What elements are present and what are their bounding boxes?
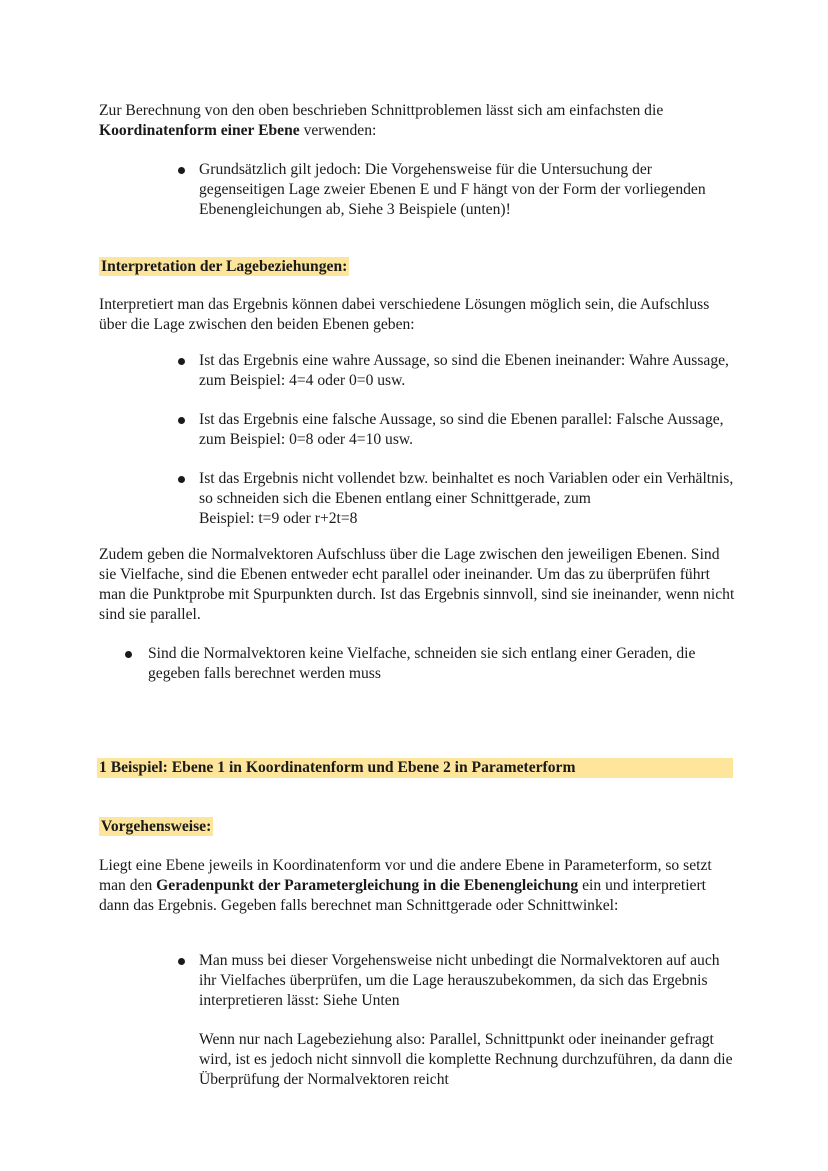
intro-text: Zur Berechnung von den oben beschrieben Schnittproblemen lässt sich am einfachsten die xyxy=(99,102,664,119)
procedure-bullet: Man muss bei dieser Vorgehensweise nicht unbedingt die Normalvektoren auf auch ihr Vielfaches überprüfen, um die Lage herauszubekommen, da sich das Ergebnis interpretieren lässt: Siehe Unten xyxy=(199,952,720,1009)
procedure-heading xyxy=(99,817,213,837)
procedure-bold-term: Geradenpunkt der Parametergleichung in die Ebenengleichung xyxy=(156,877,579,894)
example1-heading: 1 Beispiel: Ebene 1 in Koordinatenform und Ebene 2 in Parameterform xyxy=(97,758,733,778)
procedure-paragraph xyxy=(99,856,729,916)
procedure-heading-text: Vorgehensweise: xyxy=(101,818,212,835)
bullet-icon xyxy=(178,476,185,483)
bullet-icon xyxy=(178,358,185,365)
bullet-icon xyxy=(178,958,185,965)
bullet-icon xyxy=(125,651,132,658)
interpretation-bullet-true: Ist das Ergebnis eine wahre Aussage, so sind die Ebenen ineinander: Wahre Aussage, zum Beispiel: 4=4 oder 0=0 usw. xyxy=(199,352,729,389)
intersect-text: Ist das Ergebnis nicht vollendet bzw. beinhaltet es noch Variablen oder ein Verhältnis, so schneiden sich die Ebenen entlang einer Schnittgerade, zum xyxy=(199,470,734,507)
intro-text-end: verwenden: xyxy=(299,122,377,139)
intro-bullet: Grundsätzlich gilt jedoch: Die Vorgehensweise für die Untersuchung der gegenseitigen Lage zweier Ebenen E und F hängt von der Form der vorliegenden Ebenengleichungen ab, Siehe 3 Beispiele (unten)! xyxy=(199,161,706,218)
intro-bold-term: Koordinatenform einer Ebene xyxy=(99,122,300,139)
interpretation-paragraph: Interpretiert man das Ergebnis können dabei verschiedene Lösungen möglich sein, die Aufschluss über die Lage zwischen den beiden Ebenen geben: xyxy=(99,296,710,333)
bullet-icon xyxy=(178,417,185,424)
procedure-text: Liegt eine Ebene jeweils in Koordinatenform vor und die andere Ebene in Parameterform, so setzt man den xyxy=(99,857,712,894)
procedure-text-end: ein und interpretiert dann das Ergebnis. Gegeben falls berechnet man Schnittgerade oder Schnittwinkel: xyxy=(99,877,706,914)
procedure-note: Wenn nur nach Lagebeziehung also: Parallel, Schnittpunkt oder ineinander gefragt wird, ist es jedoch nicht sinnvoll die komplette Rechnung durchzuführen, da dann die Überprüfung der Normalvektoren reicht xyxy=(199,1031,733,1088)
interpretation-heading xyxy=(99,257,349,277)
normal-vectors-bullet: Sind die Normalvektoren keine Vielfache, schneiden sie sich entlang einer Geraden, die gegeben falls berechnet werden muss xyxy=(148,645,696,682)
interpretation-bullet-intersect xyxy=(199,469,739,529)
intersect-example: Beispiel: t=9 oder r+2t=8 xyxy=(199,510,358,527)
bullet-icon xyxy=(178,167,185,174)
intro-paragraph xyxy=(99,101,739,141)
interpretation-bullet-false: Ist das Ergebnis eine falsche Aussage, so sind die Ebenen parallel: Falsche Aussage, zum Beispiel: 0=8 oder 4=10 usw. xyxy=(199,411,724,448)
normal-vectors-paragraph: Zudem geben die Normalvektoren Aufschluss über die Lage zwischen den jeweiligen Ebenen. Sind sie Vielfache, sind die Ebenen entweder echt parallel oder ineinander. Um das zu überprüfen führt man die Punktprobe mit Spurpunkten durch. Ist das Ergebnis sinnvoll, sind sie ineinander, wenn nicht sind sie parallel. xyxy=(99,546,735,623)
interpretation-heading-text: Interpretation der Lagebeziehungen: xyxy=(101,258,348,275)
